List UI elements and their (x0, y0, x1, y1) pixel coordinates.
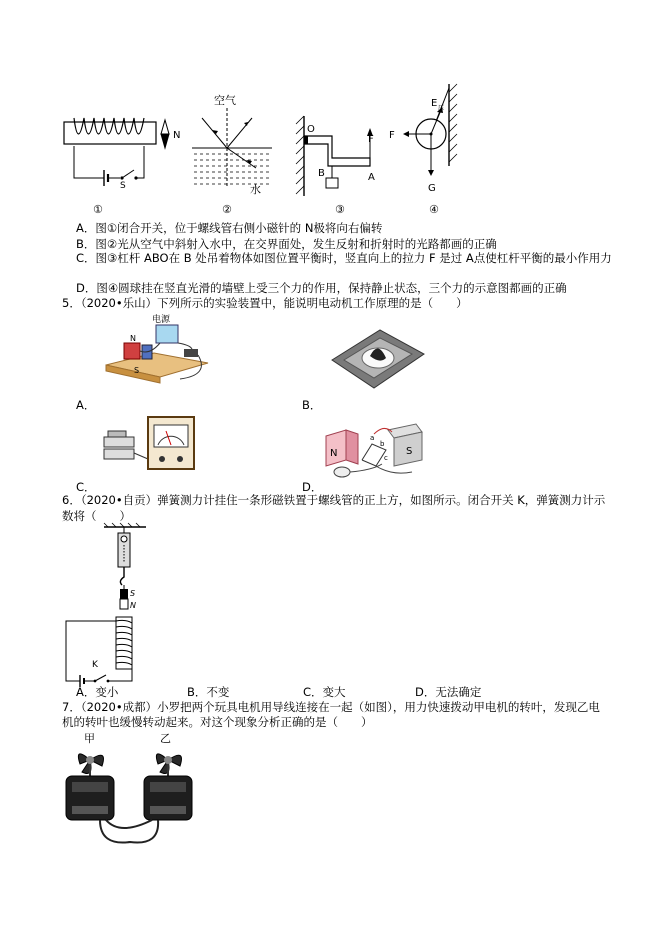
q5-option-c-label: C． (76, 480, 96, 494)
fig3-o-label: O (307, 124, 315, 135)
q5-figure-b (326, 322, 426, 392)
q5-figure-d (322, 420, 428, 480)
q7-yi-label: 乙 (160, 732, 171, 745)
q5-option-d-label: D． (302, 480, 323, 494)
fig4-f-label: F (389, 130, 395, 141)
q6-stem-line2: 数将（ ） (62, 509, 131, 523)
fig4-number: ④ (429, 203, 439, 216)
q6-option-d: D．无法确定 (415, 685, 482, 699)
q7-jia-label: 甲 (84, 732, 95, 745)
q5d-n-label: N (330, 448, 338, 459)
q6-k-label: K (92, 660, 98, 670)
q5d-c-label: c (384, 454, 388, 462)
fig3-number: ③ (335, 203, 345, 216)
fig3-f-label: F (368, 134, 374, 145)
q7-figure (60, 730, 200, 855)
q5d-b-label: b (380, 440, 385, 448)
q6-option-a: A．变小 (76, 685, 119, 699)
fig1-n-label: N (173, 130, 181, 141)
fig1-number: ① (93, 203, 103, 216)
q4-figure-4 (385, 80, 465, 200)
fig4-e-label: E (431, 98, 438, 109)
q6-n-label: N (130, 601, 136, 610)
q5a-power-label: 电源 (152, 315, 171, 325)
q5a-n-label: N (130, 334, 136, 343)
q4-option-c: C．图③杠杆 ABO在 B 处吊着物体如图位置平衡时，竖直向上的拉力 F 是过 A点使杠杆平衡的最小作用力 (76, 251, 612, 265)
q5-figure-c (98, 415, 208, 475)
q6-s-label: S (130, 589, 136, 598)
q4-option-d: D．图④圆球挂在竖直光滑的墙壁上受三个力的作用，保持静止状态，三个力的示意图都画的正确 (76, 281, 567, 295)
q6-figure (60, 523, 180, 688)
fig3-a-label: A (368, 172, 375, 183)
q5-stem: 5．（2020•乐山）下列所示的实验装置中，能说明电动机工作原理的是（ ） (62, 296, 468, 310)
q6-option-b: B．不变 (187, 685, 230, 699)
fig2-number: ② (222, 203, 232, 216)
q7-stem-line1: 7．（2020•成都）小罗把两个玩具电机用导线连接在一起（如图），用力快速拨动甲电机的转叶，发现乙电 (62, 700, 600, 714)
q5d-a-label: a (370, 434, 375, 442)
fig4-fe-subscript: 压 (438, 105, 445, 112)
q4-option-a: A．图①闭合开关，位于螺线管右侧小磁针的 N极将向右偏转 (76, 221, 383, 235)
q6-stem-line1: 6．（2020•自贡）弹簧测力计挂住一条形磁铁置于螺线管的正上方，如图所示。闭合开关 K，弹簧测力计示 (62, 493, 606, 507)
fig2-air-label: 空气 (214, 94, 236, 107)
fig3-b-label: B (318, 168, 325, 179)
q5-figure-a (100, 315, 215, 387)
q4-option-b: B．图②光从空气中斜射入水中，在交界面处，发生反射和折射时的光路都画的正确 (76, 237, 497, 251)
q6-option-c: C．变大 (303, 685, 346, 699)
fig4-g-label: G (428, 183, 436, 194)
q5d-s-label: S (406, 446, 413, 457)
fig2-water-label: 水 (250, 183, 261, 196)
q5a-s-label: S (134, 366, 140, 375)
q5-option-a-label: A． (76, 398, 96, 412)
q5-option-b-label: B． (302, 398, 322, 412)
fig1-s-label: S (120, 181, 126, 191)
q4-figure-3 (292, 112, 387, 202)
q4-figure-1 (60, 110, 190, 190)
q7-stem-line2: 机的转叶也缓慢转动起来。对这个现象分析正确的是（ ） (62, 715, 373, 729)
q4-figure-2 (190, 90, 280, 200)
